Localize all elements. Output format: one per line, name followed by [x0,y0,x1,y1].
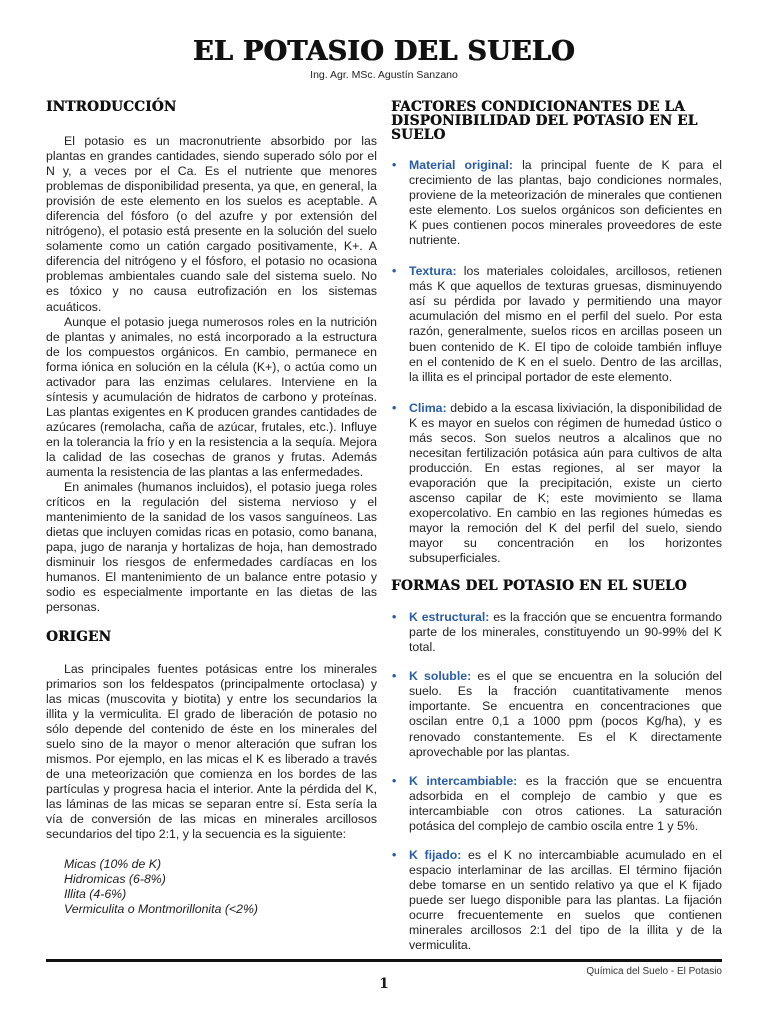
list-text: la principal fuente de K para el crecimiento de las plantas, bajo condiciones normales, proviene de la meteorización de minerales que contienen este elemento. Los suelos orgánicos son deficientes en K pues contienen pocos minerales proveedores de este nutriente. [409,158,722,248]
bullet-icon: • [392,610,397,625]
list-item [391,610,722,655]
bullet-icon: • [392,158,397,172]
list-item [391,158,722,248]
list-item [391,264,722,384]
bullet-icon: • [392,400,397,415]
intro-paragraph: En animales (humanos incluidos), el potasio juega roles críticos en la regulación del sistema nervioso y el mantenimiento de la sanidad de los vasos sanguíneos. Las dietas que incluyen comidas ricas en potasio, como banana, papa, jugo de naranja y hortalizas de hoja, han demostrado disminuir los riesgos de enfermedades cardíacas en los humanos. El mantenimiento de un balance entre potasio y sodio es especialmente importante en las dietas de las personas. [46,480,377,615]
bullet-icon: • [392,773,397,788]
page-number: 1 [379,976,389,992]
list-text: es la fracción que se encuentra adsorbida en el complejo de cambio y que es intercambiable con otros cationes. La saturación potásica del complejo de cambio oscila entre 1 y 5%. [409,773,723,833]
origen-paragraph: Las principales fuentes potásicas entre los minerales primarios son los feldespatos (principalmente ortoclasa) y las micas (muscovita y biotita) y entre los secundarios la illita y la vermiculita. El grado de liberación de potasio no sólo depende del contenido de éste en los minerales del suelo sino de la mayor o menor alteración que sufran los mismos. Por ejemplo, en las micas el K es liberado a través de una meteorización que comienza en los bordes de las partículas y progresa hacia el interior. Ante la pérdida del K, las láminas de las micas se separan entre sí. Esta sería la vía de conversión de las micas en minerales arcillosos secundarios del tipo 2:1, y la secuencia es la siguiente: [46,661,377,842]
list-item [391,774,722,834]
list-term: Textura: [409,264,457,279]
intro-paragraph: El potasio es un macronutriente absorbido por las plantas en grandes cantidades, siendo superado sólo por el N y, a veces por el Ca. Es el nutriente que menores problemas de disponibilidad presenta, ya que, en general, la provisión de este elemento en los suelos es aceptable. A diferencia del fósforo (o del azufre y por extensión del nitrógeno), el potasio está presente en la solución del suelo solamente como un catión cargado positivamente, K+. A diferencia del nitrógeno y el fósforo, el potasio no ocasiona problemas ambientales cuando sale del sistema suelo. No es tóxico y no causa eutrofización en los sistemas acuáticos. [46,134,377,314]
list-text: es el K no intercambiable acumulado en el espacio interlaminar de las arcillas. El término fijación debe tomarse en un sentido relativo ya que el K fijado puede ser luego disponible para las plantas. La fijación ocurre frecuentemente en suelos que contienen minerales arcillosos 2:1 del tipo de la illita y de la vermiculita. [409,847,722,953]
list-text: es la fracción que se encuentra formando parte de los minerales, constituyendo un 90-99% del K total. [409,610,722,655]
list-term: K estructural: [409,610,490,625]
footer-divider [46,959,722,962]
running-footer: Química del Suelo - El Potasio [586,966,722,977]
list-term: Clima: [409,400,447,415]
list-item: Illita (4-6%) [64,887,127,902]
bullet-icon: • [392,264,397,279]
left-column [46,100,377,917]
formas-list [391,610,722,953]
list-term: K fijado: [409,847,462,862]
list-text: debido a la escasa lixiviación, la disponibilidad de K es mayor en suelos con régimen de humedad ústico o más secos. Son suelos neutros a alcalinos que no necesitan fertilización potásica aún para cultivos de alta producción. En estas regiones, al ser mayor la evaporación que la precipitación, existe un cierto ascenso capilar de K; este movimiento se llama exopercolativo. En cambio en las regiones húmedas es mayor la remoción del K del perfil del suelo, siendo mayor su concentración en los horizontes subsuperficiales. [409,400,722,566]
list-item: Vermiculita o Montmorillonita (<2%) [64,902,258,917]
section-heading-introduccion: INTRODUCCIÓN [46,99,177,115]
mineral-sequence-list [46,857,377,917]
right-column [391,100,722,953]
list-item [391,401,722,567]
list-term: K intercambiable: [409,773,518,788]
list-item: Hidromicas (6-8%) [64,872,166,887]
list-item [391,848,722,953]
list-item [391,669,722,759]
list-term: Material original: [409,158,514,172]
section-heading-factores: FACTORES CONDICIONANTES DE LA DISPONIBILIDAD DEL POTASIO EN EL SUELO [391,99,698,143]
list-text: los materiales coloidales, arcillosos, retienen más K que aquellos de texturas gruesas, disminuyendo así su pérdida por lavado y permitiendo una mayor acumulación del mismo en el perfil del suelo. Por esta razón, generalmente, suelos ricos en arcillas poseen un buen contenido de K. El tipo de coloide también influye en el contenido de K en el suelo. Dentro de las arcillas, la illita es el principal portador de este elemento. [409,264,722,384]
list-item: Micas (10% de K) [64,857,162,872]
list-term: K soluble: [409,669,472,684]
author-line: Ing. Agr. MSc. Agustín Sanzano [310,69,458,81]
section-heading-formas: FORMAS DEL POTASIO EN EL SUELO [391,578,687,595]
intro-paragraph: Aunque el potasio juega numerosos roles en la nutrición de plantas y animales, no está incorporado a la estructura de los compuestos orgánicos. En cambio, permanece en forma iónica en solución en la célula (K+), o actúa como un activador para las enzimas celulares. Interviene en la síntesis y acumulación de hidratos de carbono y proteínas. Las plantas exigentes en K producen grandes cantidades de azúcares (remolacha, caña de azúcar, frutales, etc.). Influye en la tolerancia la frío y en la resistencia a la sequía. Mejora la calidad de las cosechas de granos y frutas. Además aumenta la resistencia de las plantas a las enfermedades. [46,314,377,480]
list-text: es el que se encuentra en la solución del suelo. Es la fracción cuantitativamente menos importante. Se encuentra en concentraciones que oscilan entre 0,1 a 1000 ppm (pocos Kg/ha), y es renovado constantemente. Es el K directamente aprovechable por las plantas. [409,669,723,759]
bullet-icon: • [392,669,397,684]
factores-list [391,158,722,566]
document-title: EL POTASIO DEL SUELO [193,36,575,67]
section-heading-origen: ORIGEN [46,628,112,645]
bullet-icon: • [392,847,397,862]
